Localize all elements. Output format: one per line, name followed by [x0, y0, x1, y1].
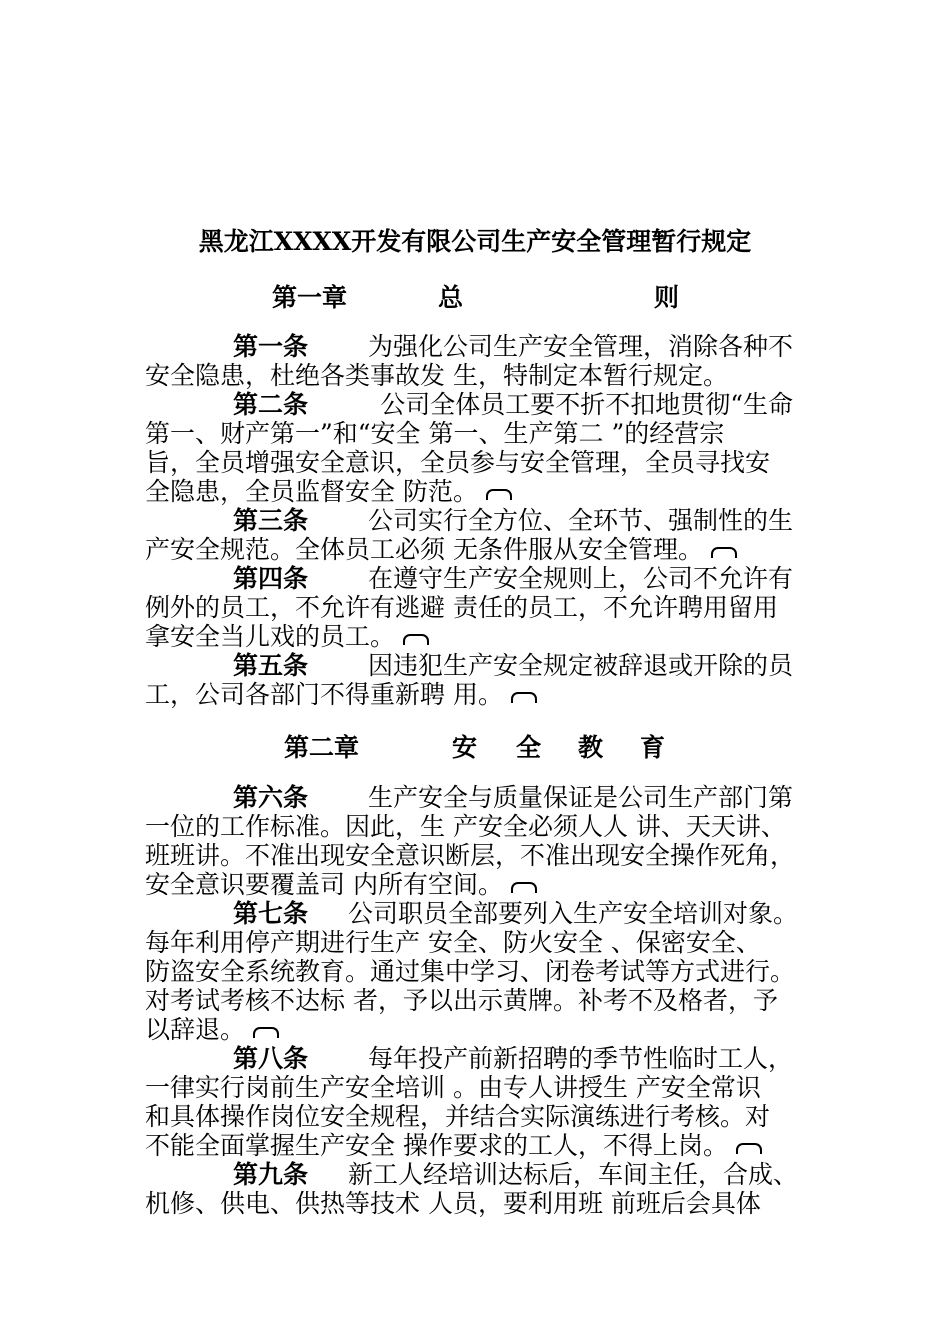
article-4: [145, 564, 793, 651]
article-8-line-1: 每年投产前新招聘的季节性临时工人，: [367, 1044, 793, 1073]
article-2-line-3: 旨，全员增强安全意识，全员参与安全管理，全员寻找安: [145, 448, 771, 477]
chapter-2-label: 第二章: [284, 733, 360, 762]
paragraph-end-mark-icon: [511, 882, 537, 893]
article-9-line-1: 新工人经培训达标后，车间主任，合成、: [348, 1160, 799, 1189]
article-2-label: 第二条: [233, 390, 309, 419]
article-9-line-2: 机修、供电、供热等技术 人员，要利用班 前班后会具体: [145, 1189, 761, 1218]
article-4-line-1: 在遵守生产安全规则上，公司不允许有: [367, 564, 793, 593]
chapter-1-title-char: 总: [438, 283, 464, 312]
paragraph-end-mark-icon: [403, 634, 429, 645]
chapter-2-title-char: 教: [578, 733, 604, 762]
chapter-2-heading: [0, 730, 950, 766]
article-5: [145, 651, 793, 709]
article-6-line-1: 生产安全与质量保证是公司生产部门第: [367, 783, 793, 812]
article-2-line-4: 全隐患，全员监督安全 防范。: [145, 477, 478, 506]
article-7: [145, 899, 799, 1044]
article-1: [145, 332, 793, 390]
article-7-line-2: 每年利用停产期进行生产 安全、防火安全 、保密安全、: [145, 928, 761, 957]
document-title: 黑龙江XXXX开发有限公司生产安全管理暂行规定: [198, 227, 752, 256]
article-8: [145, 1044, 793, 1160]
article-5-line-2: 工，公司各部门不得重新聘 用。: [145, 680, 503, 709]
article-2-line-2: 第一、财产第一”和“安全 第一、生产第二 ”的经营宗: [145, 419, 725, 448]
article-7-line-5: 以辞退。: [145, 1015, 246, 1044]
paragraph-end-mark-icon: [486, 489, 512, 500]
article-8-line-3: 和具体操作岗位安全规程，并结合实际演练进行考核。对: [145, 1102, 771, 1131]
article-4-line-2: 例外的员工，不允许有逃避 责任的员工，不允许聘用留用: [145, 593, 778, 622]
chapter-1-label: 第一章: [272, 283, 348, 312]
article-6-line-4: 安全意识要覆盖司 内所有空间。: [145, 870, 503, 899]
article-7-line-1: 公司职员全部要列入生产安全培训对象。: [348, 899, 799, 928]
article-1-line-2: 安全隐患，杜绝各类事故发 生，特制定本暂行规定。: [145, 361, 728, 390]
paragraph-end-mark-icon: [253, 1027, 279, 1038]
article-7-line-3: 防盗安全系统教育。通过集中学习、闭卷考试等方式进行。: [145, 957, 796, 986]
chapter-2-title-char: 全: [516, 733, 542, 762]
article-7-line-4: 对考试考核不达标 者，予以出示黄牌。补考不及格者，予: [145, 986, 778, 1015]
article-5-label: 第五条: [233, 651, 309, 680]
article-4-label: 第四条: [233, 564, 309, 593]
article-1-label: 第一条: [233, 332, 309, 361]
article-6-line-3: 班班讲。不准出现安全意识断层，不准出现安全操作死角，: [145, 841, 796, 870]
chapter-2-title-char: 育: [640, 733, 666, 762]
chapter-1-title-char: 则: [654, 283, 680, 312]
article-3: [145, 506, 793, 564]
article-6: [145, 783, 796, 899]
paragraph-end-mark-icon: [736, 1143, 762, 1154]
article-9: [145, 1160, 799, 1218]
article-2: [145, 390, 793, 506]
paragraph-end-mark-icon: [511, 692, 537, 703]
article-9-label: 第九条: [233, 1160, 309, 1189]
article-8-label: 第八条: [233, 1044, 309, 1073]
article-6-label: 第六条: [233, 783, 309, 812]
article-5-line-1: 因违犯生产安全规定被辞退或开除的员: [367, 651, 793, 680]
chapter-2-title-char: 安: [452, 733, 478, 762]
article-2-line-1: 公司全体员工要不折不扣地贯彻“生命: [380, 390, 793, 419]
article-8-line-2: 一律实行岗前生产安全培训 。由专人讲授生 产安全常识: [145, 1073, 761, 1102]
article-6-line-2: 一位的工作标准。因此，生 产安全必须人人 讲、天天讲、: [145, 812, 786, 841]
article-8-line-4: 不能全面掌握生产安全 操作要求的工人，不得上岗。: [145, 1131, 728, 1160]
article-3-label: 第三条: [233, 506, 309, 535]
article-3-line-2: 产安全规范。全体员工必须 无条件服从安全管理。: [145, 535, 703, 564]
article-7-label: 第七条: [233, 899, 309, 928]
paragraph-end-mark-icon: [711, 547, 737, 558]
article-4-line-3: 拿安全当儿戏的员工。: [145, 622, 396, 651]
chapter-1-heading: [0, 280, 950, 316]
article-3-line-1: 公司实行全方位、全环节、强制性的生: [367, 506, 793, 535]
article-1-line-1: 为强化公司生产安全管理，消除各种不: [367, 332, 793, 361]
